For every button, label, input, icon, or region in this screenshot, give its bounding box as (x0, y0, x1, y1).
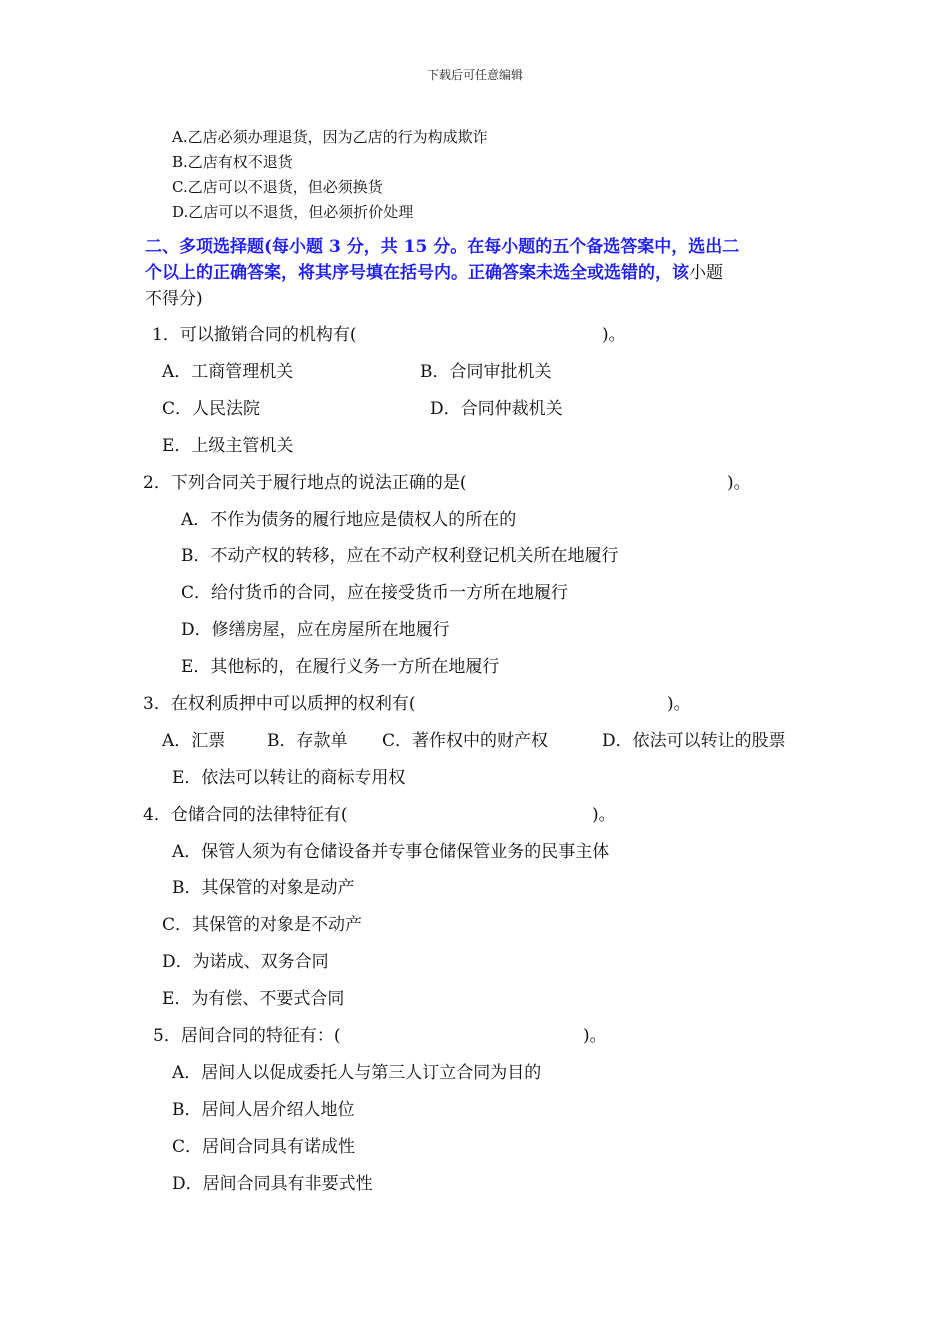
q1-option-d: D．合同仲裁机关 (430, 399, 563, 419)
q2-stem: 2．下列合同关于履行地点的说法正确的是( (143, 473, 467, 493)
q1-option-e: E．上级主管机关 (162, 436, 294, 456)
q4-option-a: A．保管人须为有仓储设备并专事仓储保管业务的民事主体 (172, 842, 610, 862)
q4-option-e: E．为有偿、不要式合同 (162, 989, 345, 1009)
prev-option-b: B.乙店有权不退货 (172, 153, 293, 171)
q5-option-d: D．居间合同具有非要式性 (172, 1174, 373, 1194)
q2-option-d: D．修缮房屋，应在房屋所在地履行 (181, 620, 450, 640)
q3-option-b: B．存款单 (267, 731, 348, 751)
q1-stem: 1．可以撤销合同的机构有( (152, 325, 357, 345)
q4-option-d: D．为诺成、双务合同 (162, 952, 329, 972)
q1-option-b: B．合同审批机关 (420, 362, 552, 382)
q3-option-c: C．著作权中的财产权 (382, 731, 549, 751)
q4-stem: 4．仓储合同的法律特征有( (143, 805, 348, 825)
q5-option-b: B．居间人居介绍人地位 (172, 1100, 355, 1120)
q1-option-c: C．人民法院 (162, 399, 261, 419)
q3-option-e: E．依法可以转让的商标专用权 (172, 768, 406, 788)
section2-heading-line2-black: 小题 (689, 263, 723, 283)
q2-option-c: C．给付货币的合同，应在接受货币一方所在地履行 (181, 583, 569, 603)
q3-option-d: D．依法可以转让的股票 (602, 731, 786, 751)
q1-close: )。 (602, 325, 626, 345)
section2-heading-line2 (145, 263, 723, 283)
q3-stem: 3．在权利质押中可以质押的权利有( (143, 694, 416, 714)
q2-close: )。 (727, 473, 751, 493)
prev-option-c: C.乙店可以不退货，但必须换货 (172, 178, 383, 196)
q4-close: )。 (592, 805, 616, 825)
q2-option-a: A．不作为债务的履行地应是债权人的所在的 (181, 510, 517, 530)
section2-heading-line1: 二、多项选择题(每小题 3 分，共 15 分。在每小题的五个备选答案中，选出二 (145, 237, 740, 257)
prev-option-d: D.乙店可以不退货，但必须折价处理 (172, 203, 414, 221)
q3-option-a: A．汇票 (162, 731, 226, 751)
q2-option-b: B．不动产权的转移，应在不动产权利登记机关所在地履行 (181, 546, 619, 566)
q5-close: )。 (583, 1026, 607, 1046)
q5-option-c: C．居间合同具有诺成性 (172, 1137, 356, 1157)
q4-option-c: C．其保管的对象是不动产 (162, 915, 363, 935)
page-header: 下载后可任意编辑 (426, 68, 523, 82)
section2-heading-line3: 不得分) (145, 289, 203, 309)
q5-stem: 5．居间合同的特征有：( (153, 1026, 341, 1046)
section2-heading-line2-blue: 个以上的正确答案，将其序号填在括号内。正确答案未选全或选错的，该 (145, 263, 689, 283)
q3-close: )。 (667, 694, 691, 714)
q4-option-b: B．其保管的对象是动产 (172, 878, 355, 898)
prev-option-a: A.乙店必须办理退货，因为乙店的行为构成欺诈 (172, 128, 488, 146)
q2-option-e: E．其他标的，在履行义务一方所在地履行 (181, 657, 500, 677)
q1-option-a: A．工商管理机关 (162, 362, 294, 382)
q5-option-a: A．居间人以促成委托人与第三人订立合同为目的 (172, 1063, 542, 1083)
